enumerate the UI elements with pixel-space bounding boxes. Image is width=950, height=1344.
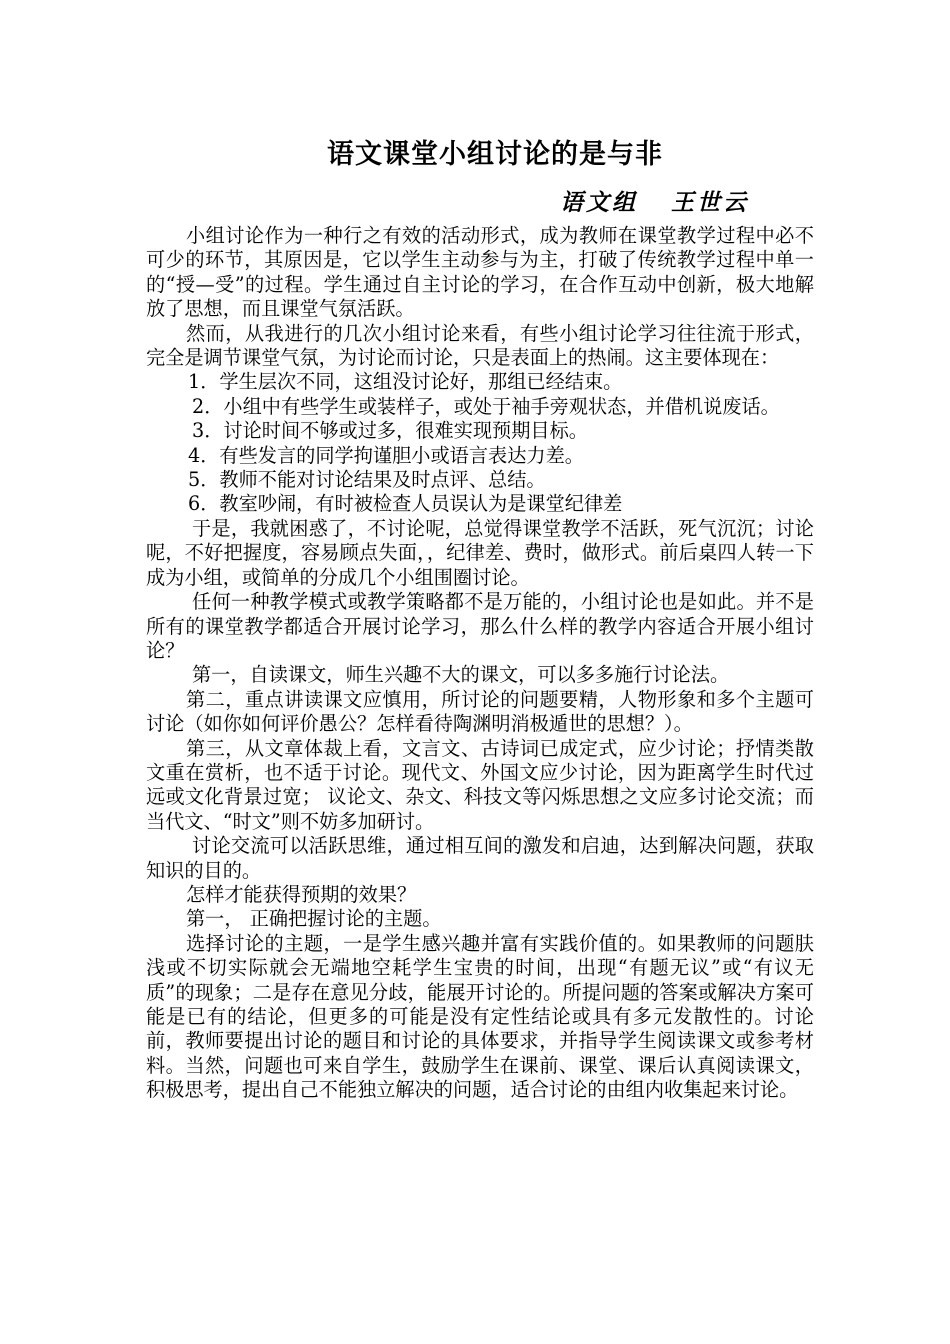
paragraph: 然而，从我进行的几次小组讨论来看，有些小组讨论学习往往流于形式，完全是调节课堂气氛，为讨论而讨论，只是表面上的热闹。这主要体现在： [146,321,814,370]
paragraph: 第一，自读课文，师生兴趣不大的课文，可以多多施行讨论法。 [192,663,730,687]
list-item: 6．教室吵闹，有时被检查人员误认为是课堂纪律差 [188,492,623,516]
paragraph: 选择讨论的主题，一是学生感兴趣并富有实践价值的。如果教师的问题肤浅或不切实际就会无端地空耗学生宝贵的时间，出现“有题无议”或“有议无质”的现象；二是存在意见分歧，能展开讨论的。所提问题的答案或解决方案可能是已有的结论，但更多的可能是没有定性结论或具有多元发散性的。讨论前，教师要提出讨论的题目和讨论的具体要求，并指导学生阅读课文或参考材料。当然，问题也可来自学生，鼓励学生在课前、课堂、课后认真阅读课文，积极思考，提出自己不能独立解决的问题，适合讨论的由组内收集起来讨论。 [146,931,814,1102]
list-item: 2．小组中有些学生或装样子，或处于袖手旁观状态，并借机说废话。 [192,394,780,418]
paragraph: 第二，重点讲读课文应慎用，所讨论的问题要精，人物形象和多个主题可讨论（如你如何评价愚公？怎样看待陶渊明消极遁世的思想？）。 [146,687,814,736]
author-line: 语文组 王世云 [560,189,750,216]
paragraph: 于是，我就困惑了，不讨论呢，总觉得课堂教学不活跃，死气沉沉；讨论呢，不好把握度，容易顾点失面，，纪律差、费时，做形式。前后桌四人转一下成为小组，或简单的分成几个小组围圈讨论。 [146,516,814,589]
paragraph: 小组讨论作为一种行之有效的活动形式，成为教师在课堂教学过程中必不可少的环节，其原因是，它以学生主动参与为主，打破了传统教学过程中单一的“授—受”的过程。学生通过自主讨论的学习，在合作互动中创新，极大地解放了思想，而且课堂气氛活跃。 [146,224,814,321]
paragraph: 第三，从文章体裁上看，文言文、古诗词已成定式，应少讨论；抒情类散文重在赏析，也不适于讨论。现代文、外国文应少讨论，因为距离学生时代过远或文化背景过宽； 议论文、杂文、科技文等闪烁思想之文应多讨论交流；而当代文、“时文”则不妨多加研讨。 [146,736,814,833]
document-body [146,224,814,1103]
paragraph: 第一， 正确把握讨论的主题。 [186,907,442,931]
paragraph: 任何一种教学模式或教学策略都不是万能的，小组讨论也是如此。并不是所有的课堂教学都适合开展讨论学习，那么什么样的教学内容适合开展小组讨论？ [146,590,814,662]
list-item: 3．讨论时间不够或过多，很难实现预期目标。 [192,419,588,443]
document-title: 语文课堂小组讨论的是与非 [327,139,663,170]
paragraph: 讨论交流可以活跃思维，通过相互间的激发和启迪，达到解决问题，获取知识的目的。 [146,834,814,882]
list-item: 1．学生层次不同，这组没讨论好，那组已经结束。 [188,370,623,394]
list-item: 4．有些发言的同学拘谨胆小或语言表达力差。 [188,443,584,467]
list-item: 5．教师不能对讨论结果及时点评、总结。 [188,468,546,492]
paragraph: 怎样才能获得预期的效果？ [186,882,417,906]
